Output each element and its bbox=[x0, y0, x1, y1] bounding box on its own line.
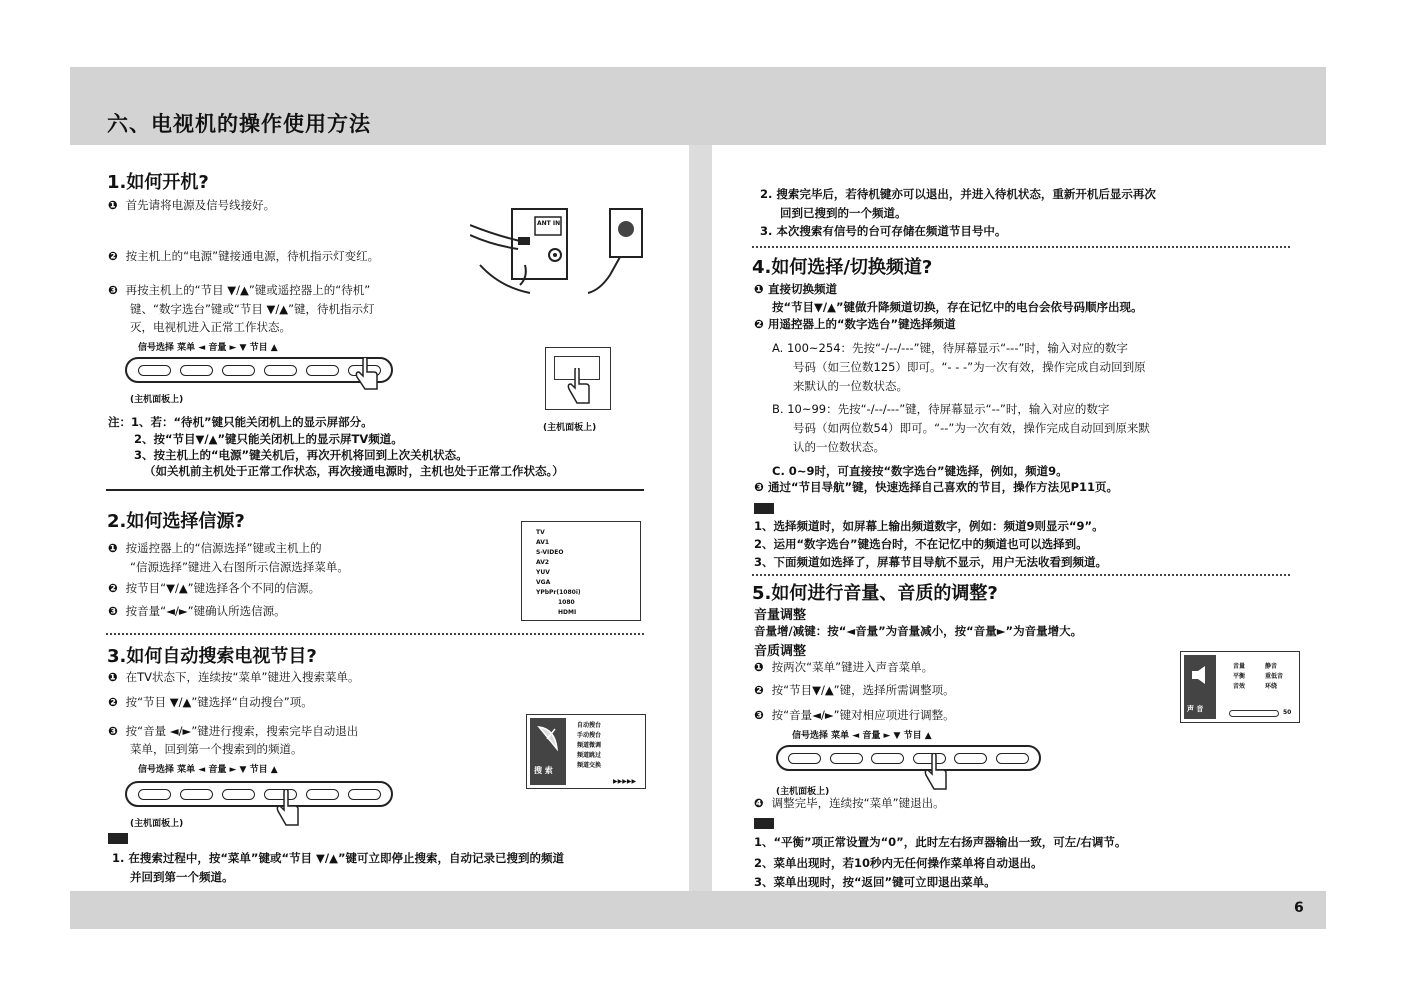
s4-sub-1-title: 直接切换频道 bbox=[768, 282, 837, 296]
source-option-vga: VGA bbox=[536, 579, 551, 586]
s2-step-1: ❶ 按遥控器上的“信源选择”键或主机上的 bbox=[108, 541, 322, 555]
s5-note-2: 2、菜单出现时，若10秒内无任何操作菜单将自动退出。 bbox=[754, 856, 1043, 870]
page-gutter bbox=[689, 145, 712, 891]
panel-key-menu bbox=[830, 753, 863, 764]
search-menu-illustration bbox=[526, 714, 646, 789]
s4-b-line-3: 认的一位数状态。 bbox=[793, 440, 885, 454]
s5-tone-title: 音质调整 bbox=[754, 644, 807, 659]
s4-a-line-2: 号码（如三位数125）即可。“- - -”为一次有效，操作完成自动回到原 bbox=[793, 360, 1146, 374]
source-option-svideo: S-VIDEO bbox=[536, 549, 564, 556]
satellite-dish-icon bbox=[535, 723, 561, 753]
source-option-av2: AV2 bbox=[536, 559, 550, 566]
s4-sub-1-text: 按“节目▼/▲”键做升降频道切换，存在记忆中的电台会依号码顺序出现。 bbox=[772, 300, 1143, 314]
page-number: 6 bbox=[1294, 900, 1304, 916]
section-5-title: 5.如何进行音量、音质的调整? bbox=[752, 583, 998, 604]
s4-a-line-3: 来默认的一位数状态。 bbox=[793, 379, 908, 393]
s1-step-2: ❷ 按主机上的“电源”键接通电源，待机指示灯变红。 bbox=[108, 249, 380, 263]
s3-note-badge bbox=[108, 833, 128, 844]
s5-step-1: ❶ 按两次“菜单”键进入声音菜单。 bbox=[754, 660, 934, 674]
s5-step-4: ❹ 调整完毕，连续按“菜单”键退出。 bbox=[754, 796, 945, 810]
s3-step-3-line-1: 按“音量 ◄/►”键进行搜索，搜索完毕自动退出 bbox=[125, 724, 359, 738]
right-top-line-2: 回到已搜到的一个频道。 bbox=[780, 206, 907, 220]
s1-note-3: 3、按主机上的“电源”键关机后，再次开机将回到上次关机状态。 bbox=[134, 448, 468, 462]
s1-hand-pointer-icon bbox=[353, 358, 381, 396]
s3-step-2: ❷ 按“节目 ▼/▲”键选择“自动搜台”项。 bbox=[108, 695, 313, 709]
s5-panel-caption: (主机面板上) bbox=[776, 787, 830, 797]
s5-panel-labels: 信号选择 菜单 ◄ 音量 ► ▼ 节目 ▲ bbox=[792, 731, 932, 741]
section-divider bbox=[752, 246, 1290, 248]
s1-panel-labels: 信号选择 菜单 ◄ 音量 ► ▼ 节目 ▲ bbox=[138, 343, 278, 353]
s4-note-1: 1、选择频道时，如屏幕上输出频道数字，例如：频道9则显示“9”。 bbox=[754, 519, 1104, 533]
s2-step-2-text: 按节目“▼/▲”键选择各个不同的信源。 bbox=[125, 581, 321, 595]
s1-step-3-line-2: 键、“数字选台”键或“节目 ▼/▲”键，待机指示灯 bbox=[130, 302, 375, 316]
s4-sub-2: ❷ 用遥控器上的“数字选台”键选择频道 bbox=[754, 317, 956, 331]
s4-a-line-1: A. 100~254：先按“-/--/---”键，待屏幕显示“---”时，输入对应的数字 bbox=[772, 341, 1128, 355]
section-divider bbox=[752, 574, 1290, 576]
s1-note-1: 注：1、若：“待机”键只能关闭机上的显示屏部分。 bbox=[108, 415, 373, 429]
search-option: 频道跳过 bbox=[577, 752, 602, 759]
s5-hand-pointer-icon bbox=[922, 754, 950, 796]
footer-band bbox=[70, 891, 1326, 929]
s2-step-3-text: 按音量“◄/►”键确认所选信源。 bbox=[125, 604, 286, 618]
right-top-line-3: 3. 本次搜索有信号的台可存储在频道节目号中。 bbox=[760, 224, 1007, 238]
sound-menu-col-2: 静音 重低音 环绕 bbox=[1265, 663, 1284, 690]
panel-key-menu bbox=[180, 789, 213, 800]
sound-menu-col-1: 音量 平衡 音效 bbox=[1233, 663, 1246, 690]
search-option: 频道交换 bbox=[577, 762, 602, 769]
s4-note-badge bbox=[754, 503, 774, 514]
panel-key-ch-up bbox=[996, 753, 1029, 764]
section-4-title: 4.如何选择/切换频道? bbox=[752, 257, 933, 278]
s4-b-line-1: B. 10~99：先按“-/--/---”键，待屏幕显示“--”时，输入对应的数字 bbox=[772, 402, 1110, 416]
s5-note-1: 1、“平衡”项正常设置为“0”，此时左右扬声器输出一致，可左/右调节。 bbox=[754, 835, 1127, 849]
s4-note-2: 2、运用“数字选台”键选台时，不在记忆中的频道也可以选择到。 bbox=[754, 537, 1088, 551]
s5-note-3: 3、菜单出现时，按“返回”键可立即退出菜单。 bbox=[754, 875, 996, 889]
s4-sub-1: ❶ 直接切换频道 bbox=[754, 282, 837, 296]
search-option: 自动搜台 bbox=[577, 722, 602, 729]
s5-step-2: ❷ 按“节目▼/▲”键，选择所需调整项。 bbox=[754, 683, 955, 697]
connection-illustration bbox=[470, 205, 646, 297]
source-menu-illustration bbox=[521, 521, 641, 621]
s4-c-line: C. 0~9时，可直接按“数字选台”键选择，例如，频道9。 bbox=[772, 464, 1068, 478]
panel-key-ch-down bbox=[306, 365, 339, 376]
s1-step-3-line-1: 再按主机上的“节目 ▼/▲”键或遥控器上的“待机” bbox=[125, 283, 371, 297]
panel-key-source bbox=[138, 365, 171, 376]
section-divider bbox=[106, 489, 644, 491]
s3-step-3-line-2: 菜单，回到第一个搜索到的频道。 bbox=[130, 742, 303, 756]
s3-hand-pointer-icon bbox=[274, 790, 302, 832]
panel-key-source bbox=[138, 789, 171, 800]
search-option: 频道微调 bbox=[577, 742, 602, 749]
s5-note-badge bbox=[754, 818, 774, 829]
s3-front-panel bbox=[125, 781, 393, 807]
panel-key-ch-down bbox=[954, 753, 987, 764]
s1-step-2-text: 按主机上的“电源”键接通电源，待机指示灯变红。 bbox=[125, 249, 380, 263]
source-option-ypbpr: YPbPr(1080i) bbox=[536, 589, 581, 596]
s4-sub-3-text: 通过“节目导航”键，快速选择自己喜欢的节目，操作方法见P11页。 bbox=[768, 480, 1119, 494]
sound-level-value: 50 bbox=[1283, 709, 1292, 716]
s3-step-1: ❶ 在TV状态下，连续按“菜单”键进入搜索菜单。 bbox=[108, 670, 360, 684]
panel-key-vol-down bbox=[871, 753, 904, 764]
s5-step-1-text: 按两次“菜单”键进入声音菜单。 bbox=[771, 660, 934, 674]
search-menu-options bbox=[577, 721, 643, 771]
section-2-title: 2.如何选择信源? bbox=[107, 511, 245, 532]
s4-note-3: 3、下面频道如选择了，屏幕节目导航不显示，用户无法收看到频道。 bbox=[754, 555, 1107, 569]
s3-note-line-1: 1. 在搜索过程中，按“菜单”键或“节目 ▼/▲”键可立即停止搜索，自动记录已搜到的频道 bbox=[112, 851, 564, 865]
s2-step-1-line-1: 按遥控器上的“信源选择”键或主机上的 bbox=[125, 541, 322, 555]
page-title: 六、电视机的操作使用方法 bbox=[107, 112, 371, 136]
speaker-icon bbox=[1189, 664, 1211, 686]
panel-key-vol-up bbox=[264, 365, 297, 376]
right-top-line-1: 2. 搜索完毕后，若待机键亦可以退出，并进入待机状态，重新开机后显示再次 bbox=[760, 187, 1156, 201]
s1-step-1: ❶ 首先请将电源及信号线接好。 bbox=[108, 198, 276, 212]
search-menu-label: 搜 索 bbox=[534, 766, 553, 775]
antenna-label: ANT IN bbox=[537, 220, 561, 227]
s3-panel-caption: (主机面板上) bbox=[130, 819, 184, 829]
s1-step-3: ❸ 再按主机上的“节目 ▼/▲”键或遥控器上的“待机” bbox=[108, 283, 371, 297]
source-option-yuv: YUV bbox=[536, 569, 550, 576]
panel-key-menu bbox=[180, 365, 213, 376]
sound-menu-label: 声 音 bbox=[1187, 705, 1204, 713]
panel-key-vol-down bbox=[222, 365, 255, 376]
sound-menu-illustration bbox=[1180, 651, 1300, 723]
source-option-tv: TV bbox=[536, 529, 545, 536]
s1-note-4: （如关机前主机处于正常工作状态，再次接通电源时，主机也处于正常工作状态。） bbox=[144, 464, 564, 478]
s3-panel-labels: 信号选择 菜单 ◄ 音量 ► ▼ 节目 ▲ bbox=[138, 765, 278, 775]
section-divider bbox=[106, 633, 644, 635]
s5-step-2-text: 按“节目▼/▲”键，选择所需调整项。 bbox=[771, 683, 955, 697]
s4-sub-3: ❸ 通过“节目导航”键，快速选择自己喜欢的节目，操作方法见P11页。 bbox=[754, 480, 1119, 494]
s5-step-3: ❸ 按“音量◄/►”键对相应项进行调整。 bbox=[754, 708, 955, 722]
panel-key-source bbox=[788, 753, 821, 764]
s3-note-line-2: 并回到第一个频道。 bbox=[130, 870, 234, 884]
s5-front-panel bbox=[776, 745, 1041, 771]
s2-step-2: ❷ 按节目“▼/▲”键选择各个不同的信源。 bbox=[108, 581, 321, 595]
search-option: 手动搜台 bbox=[577, 732, 602, 739]
s5-step-4-text: 调整完毕，连续按“菜单”键退出。 bbox=[771, 796, 945, 810]
remote-caption: (主机面板上) bbox=[543, 423, 597, 433]
s1-panel-caption: (主机面板上) bbox=[130, 395, 184, 405]
sound-level-bar bbox=[1229, 710, 1279, 717]
s4-sub-2-title: 用遥控器上的“数字选台”键选择频道 bbox=[768, 317, 956, 331]
panel-key-ch-down bbox=[306, 789, 339, 800]
section-3-title: 3.如何自动搜索电视节目? bbox=[107, 646, 317, 667]
s1-note-2: 2、按“节目▼/▲”键只能关闭机上的显示屏TV频道。 bbox=[134, 432, 403, 446]
s1-step-1-text: 首先请将电源及信号线接好。 bbox=[125, 198, 276, 212]
source-option-hdmi: HDMI bbox=[558, 609, 577, 616]
panel-key-vol-down bbox=[222, 789, 255, 800]
remote-illustration bbox=[545, 347, 611, 410]
source-option-av1: AV1 bbox=[536, 539, 550, 546]
search-menu-arrows: ▶▶▶▶▶ bbox=[613, 778, 637, 785]
s5-volume-text: 音量增/减键：按“◄音量”为音量减小，按“音量►”为音量增大。 bbox=[754, 624, 1083, 638]
s3-step-3: ❸ 按“音量 ◄/►”键进行搜索，搜索完毕自动退出 bbox=[108, 724, 359, 738]
s5-step-3-text: 按“音量◄/►”键对相应项进行调整。 bbox=[771, 708, 955, 722]
s5-volume-title: 音量调整 bbox=[754, 608, 807, 623]
source-option-1080: 1080 bbox=[558, 599, 575, 606]
s3-step-1-text: 在TV状态下，连续按“菜单”键进入搜索菜单。 bbox=[125, 670, 360, 684]
s2-step-3: ❸ 按音量“◄/►”键确认所选信源。 bbox=[108, 604, 286, 618]
section-1-title: 1.如何开机? bbox=[107, 172, 209, 193]
s4-b-line-2: 号码（如两位数54）即可。“--”为一次有效，操作完成自动回到原来默 bbox=[793, 421, 1150, 435]
s1-step-3-line-3: 灭，电视机进入正常工作状态。 bbox=[130, 320, 291, 334]
panel-key-ch-up bbox=[348, 789, 381, 800]
s3-step-2-text: 按“节目 ▼/▲”键选择“自动搜台”项。 bbox=[125, 695, 313, 709]
s2-step-1-line-2: “信源选择”键进入右图所示信源选择菜单。 bbox=[130, 560, 349, 574]
